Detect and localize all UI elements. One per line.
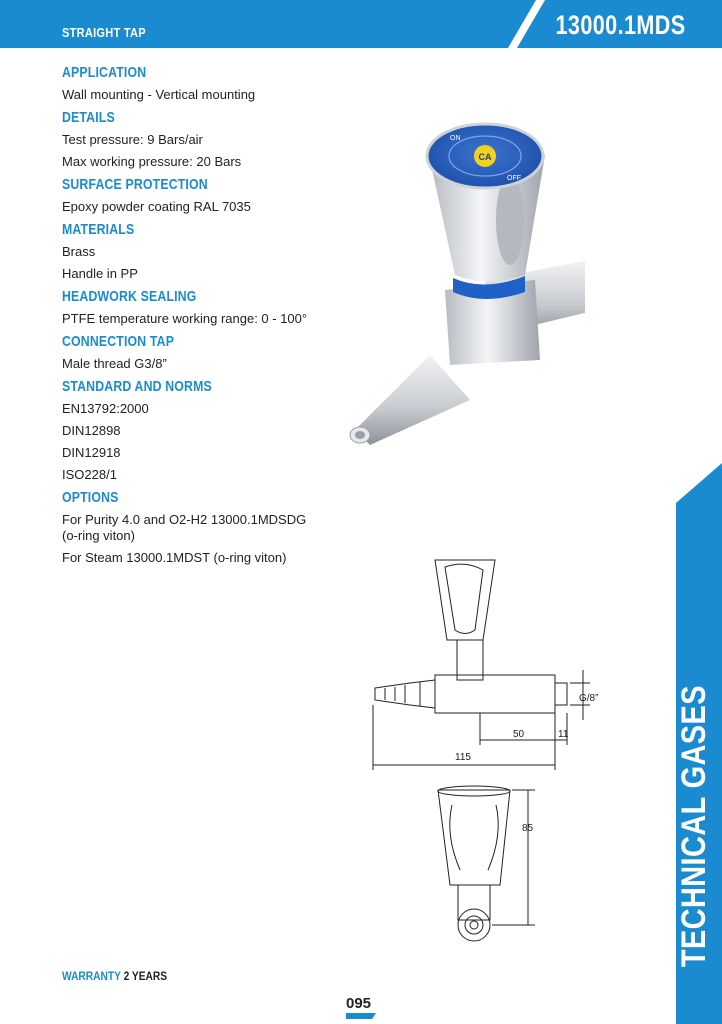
- warranty-info: [62, 969, 167, 983]
- section-title: DETAILS: [62, 109, 115, 126]
- dim-50-label: 50: [513, 729, 525, 740]
- spec-section: [62, 288, 312, 327]
- section-line: DIN12898: [62, 423, 121, 438]
- product-code: 13000.1MDS: [555, 10, 686, 40]
- thread-label: G/8”: [579, 693, 599, 704]
- spec-section: [62, 221, 312, 282]
- section-line: Max working pressure: 20 Bars: [62, 154, 242, 169]
- section-title: HEADWORK SEALING: [62, 288, 197, 305]
- spec-list: [62, 64, 312, 572]
- warranty-value: 2 YEARS: [123, 969, 168, 983]
- product-subtitle: STRAIGHT TAP: [62, 25, 146, 40]
- spec-section: [62, 378, 312, 483]
- section-line: PTFE temperature working range: 0 - 100°: [62, 311, 308, 326]
- spec-section: [62, 176, 312, 215]
- knob-on-label: ON: [450, 135, 461, 142]
- section-line: Wall mounting - Vertical mounting: [62, 87, 256, 102]
- knob-cap: [427, 124, 543, 188]
- side-view-drawing: [365, 555, 625, 770]
- section-line: For Purity 4.0 and O2-H2 13000.1MDSDG (o-ring viton): [62, 512, 307, 543]
- section-line: DIN12918: [62, 445, 121, 460]
- dim-85-label: 85: [522, 823, 534, 834]
- section-line: Male thread G3/8”: [62, 356, 167, 371]
- gas-code-text: CA: [478, 152, 492, 162]
- section-title: MATERIALS: [62, 221, 135, 238]
- product-image: [335, 110, 585, 460]
- spec-section: [62, 64, 312, 103]
- section-line: Handle in PP: [62, 266, 138, 281]
- section-line: For Steam 13000.1MDST (o-ring viton): [62, 550, 287, 565]
- handle-grip: [496, 175, 524, 265]
- section-line: Test pressure: 9 Bars/air: [62, 132, 203, 147]
- knob-off-label: OFF: [507, 175, 521, 182]
- section-title: CONNECTION TAP: [62, 333, 175, 350]
- dim-11-label: 11: [558, 729, 569, 740]
- section-line: EN13792:2000: [62, 401, 149, 416]
- section-line: ISO228/1: [62, 467, 117, 482]
- section-title: SURFACE PROTECTION: [62, 176, 208, 193]
- dim-115-label: 115: [455, 752, 471, 763]
- side-label-text: TECHNICAL GASES: [675, 685, 713, 968]
- warranty-label: WARRANTY: [62, 969, 121, 983]
- section-line: Brass: [62, 244, 96, 259]
- section-title: OPTIONS: [62, 489, 119, 506]
- section-title: STANDARD AND NORMS: [62, 378, 212, 395]
- spec-section: [62, 333, 312, 372]
- side-category-label: [675, 660, 714, 992]
- spec-section: [62, 109, 312, 170]
- spec-section: [62, 489, 312, 566]
- page-number: 095: [346, 995, 372, 1012]
- section-title: APPLICATION: [62, 64, 147, 81]
- hose-nozzle: [350, 355, 470, 445]
- page-number-underline: [346, 1013, 376, 1019]
- front-view-drawing: [430, 785, 560, 955]
- section-line: Epoxy powder coating RAL 7035: [62, 199, 251, 214]
